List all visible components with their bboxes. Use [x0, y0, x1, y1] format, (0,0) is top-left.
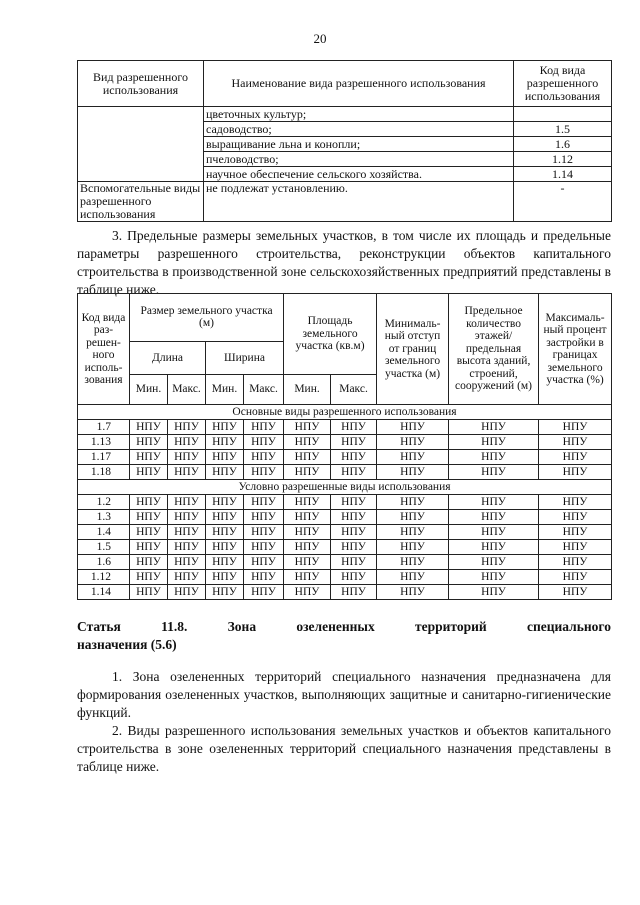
value-cell: НПУ [168, 465, 206, 480]
row-code-cell: 1.3 [78, 510, 130, 525]
value-cell: НПУ [331, 555, 377, 570]
row-code-cell: 1.6 [78, 555, 130, 570]
value-cell: НПУ [377, 435, 449, 450]
value-cell: НПУ [539, 510, 612, 525]
value-cell: НПУ [130, 540, 168, 555]
value-cell: НПУ [449, 570, 539, 585]
table-row [78, 420, 612, 435]
header-area-min: Мин. [284, 375, 331, 405]
value-cell: НПУ [377, 555, 449, 570]
value-cell: НПУ [449, 525, 539, 540]
table-row [78, 435, 612, 450]
value-cell: НПУ [449, 420, 539, 435]
paragraph-1: 1. Зона озелененных территорий специального назначения предназначена для формирования озелененных участков, выполняющих защитные и санитарно-гигиенические функций. [77, 669, 611, 720]
value-cell: НПУ [168, 525, 206, 540]
value-cell: НПУ [331, 585, 377, 600]
value-cell: НПУ [377, 525, 449, 540]
value-cell: НПУ [331, 540, 377, 555]
value-cell: НПУ [539, 540, 612, 555]
value-cell: НПУ [449, 450, 539, 465]
value-cell: НПУ [244, 465, 284, 480]
value-cell: НПУ [284, 570, 331, 585]
value-cell: НПУ [130, 420, 168, 435]
row-code-cell: 1.5 [78, 540, 130, 555]
row-code-cell: 1.17 [78, 450, 130, 465]
row-code-cell: 1.2 [78, 495, 130, 510]
value-cell: НПУ [539, 495, 612, 510]
use-name-cell: пчеловодство; [204, 152, 514, 167]
value-cell: НПУ [130, 465, 168, 480]
value-cell: НПУ [284, 450, 331, 465]
article-word: Статья [77, 619, 121, 634]
value-cell: НПУ [284, 540, 331, 555]
value-cell: НПУ [331, 495, 377, 510]
section-label: Основные виды разрешенного использования [78, 405, 612, 420]
value-cell: НПУ [284, 495, 331, 510]
value-cell: НПУ [168, 555, 206, 570]
row-code-cell: 1.14 [78, 585, 130, 600]
value-cell: НПУ [206, 525, 244, 540]
table-row [78, 495, 612, 510]
row-code-cell: 1.7 [78, 420, 130, 435]
value-cell: НПУ [377, 465, 449, 480]
value-cell: НПУ [331, 570, 377, 585]
row-code-cell: 1.18 [78, 465, 130, 480]
use-type-cell [78, 107, 204, 182]
article-title-line2: назначения (5.6) [77, 637, 177, 652]
header-width-min: Мин. [206, 375, 244, 405]
section-label: Условно разрешенные виды использования [78, 480, 612, 495]
value-cell: НПУ [377, 420, 449, 435]
aux-use-type-cell: Вспомогательные виды разрешенного использования [78, 182, 204, 222]
value-cell: НПУ [168, 570, 206, 585]
value-cell: НПУ [331, 450, 377, 465]
value-cell: НПУ [168, 450, 206, 465]
value-cell: НПУ [206, 570, 244, 585]
value-cell: НПУ [377, 495, 449, 510]
value-cell: НПУ [377, 585, 449, 600]
use-name-cell: цветочных культур; [204, 107, 514, 122]
table-row [78, 107, 612, 122]
value-cell: НПУ [244, 570, 284, 585]
value-cell: НПУ [284, 420, 331, 435]
section-row [78, 405, 612, 420]
value-cell: НПУ [284, 585, 331, 600]
use-name-cell: выращивание льна и конопли; [204, 137, 514, 152]
paragraph-2: 2. Виды разрешенного использования земельных участков и объектов капитального строительства в зоне озелененных территорий специального назначения представлены в таблице ниже. [77, 723, 611, 774]
value-cell: НПУ [244, 420, 284, 435]
use-code-cell [514, 107, 612, 122]
value-cell: НПУ [284, 465, 331, 480]
value-cell: НПУ [168, 495, 206, 510]
table-row [78, 465, 612, 480]
value-cell: НПУ [284, 510, 331, 525]
value-cell: НПУ [449, 495, 539, 510]
use-code-cell: 1.6 [514, 137, 612, 152]
header-length-max: Макс. [168, 375, 206, 405]
value-cell: НПУ [449, 540, 539, 555]
value-cell: НПУ [168, 585, 206, 600]
table-row [78, 540, 612, 555]
article-title-word: озелененных [296, 619, 375, 634]
value-cell: НПУ [539, 420, 612, 435]
value-cell: НПУ [449, 465, 539, 480]
header-use-type: Вид разрешенного использования [78, 61, 204, 107]
value-cell: НПУ [539, 465, 612, 480]
value-cell: НПУ [130, 525, 168, 540]
table-header-row [78, 61, 612, 107]
value-cell: НПУ [331, 510, 377, 525]
value-cell: НПУ [539, 525, 612, 540]
value-cell: НПУ [130, 570, 168, 585]
value-cell: НПУ [244, 510, 284, 525]
value-cell: НПУ [244, 495, 284, 510]
header-length: Длина [130, 341, 206, 375]
value-cell: НПУ [539, 585, 612, 600]
value-cell: НПУ [244, 555, 284, 570]
value-cell: НПУ [331, 525, 377, 540]
value-cell: НПУ [244, 540, 284, 555]
value-cell: НПУ [377, 510, 449, 525]
header-area: Площадь земельного участка (кв.м) [284, 294, 377, 375]
value-cell: НПУ [331, 420, 377, 435]
table-row [78, 510, 612, 525]
value-cell: НПУ [331, 435, 377, 450]
row-code-cell: 1.4 [78, 525, 130, 540]
value-cell: НПУ [377, 450, 449, 465]
value-cell: НПУ [206, 420, 244, 435]
value-cell: НПУ [206, 495, 244, 510]
table-row [78, 450, 612, 465]
value-cell: НПУ [244, 525, 284, 540]
table-row [78, 570, 612, 585]
header-floors: Предельное количество этажей/ предельная высота зданий, строений, сооружений (м) [449, 294, 539, 405]
row-code-cell: 1.12 [78, 570, 130, 585]
article-heading [77, 618, 611, 654]
value-cell: НПУ [130, 585, 168, 600]
section-row [78, 480, 612, 495]
value-cell: НПУ [130, 555, 168, 570]
value-cell: НПУ [168, 435, 206, 450]
value-cell: НПУ [168, 420, 206, 435]
article-title-word: Зона [227, 619, 257, 634]
use-name-cell: научное обеспечение сельского хозяйства. [204, 167, 514, 182]
value-cell: НПУ [244, 585, 284, 600]
use-code-cell: 1.12 [514, 152, 612, 167]
value-cell: НПУ [130, 510, 168, 525]
value-cell: НПУ [449, 585, 539, 600]
header-min-offset: Минималь-ный отступ от границ земельного участка (м) [377, 294, 449, 405]
value-cell: НПУ [130, 450, 168, 465]
value-cell: НПУ [284, 435, 331, 450]
table-row [78, 525, 612, 540]
value-cell: НПУ [539, 450, 612, 465]
article-title-word: специального [526, 619, 611, 634]
value-cell: НПУ [206, 465, 244, 480]
value-cell: НПУ [206, 540, 244, 555]
value-cell: НПУ [539, 570, 612, 585]
value-cell: НПУ [244, 450, 284, 465]
aux-use-name-cell: не подлежат установлению. [204, 182, 514, 222]
header-size: Размер земельного участка (м) [130, 294, 284, 342]
permitted-use-table [77, 60, 612, 222]
header-length-min: Мин. [130, 375, 168, 405]
header-use-code: Код вида разрешенного использования [514, 61, 612, 107]
value-cell: НПУ [168, 510, 206, 525]
value-cell: НПУ [377, 540, 449, 555]
table-row [78, 585, 612, 600]
table-row [78, 555, 612, 570]
value-cell: НПУ [168, 540, 206, 555]
header-code: Код вида раз-решен-ного исполь-зования [78, 294, 130, 405]
value-cell: НПУ [206, 585, 244, 600]
use-code-cell: 1.5 [514, 122, 612, 137]
header-use-name: Наименование вида разрешенного использования [204, 61, 514, 107]
page-number: 20 [313, 31, 327, 46]
table-row [78, 182, 612, 222]
header-width-max: Макс. [244, 375, 284, 405]
value-cell: НПУ [284, 525, 331, 540]
value-cell: НПУ [206, 435, 244, 450]
use-code-cell: 1.14 [514, 167, 612, 182]
article-number: 11.8. [161, 619, 188, 634]
header-max-percent: Максималь-ный процент застройки в границах земельного участка (%) [539, 294, 612, 405]
value-cell: НПУ [449, 555, 539, 570]
aux-use-code-cell: - [514, 182, 612, 222]
header-width: Ширина [206, 341, 284, 375]
value-cell: НПУ [539, 435, 612, 450]
value-cell: НПУ [206, 450, 244, 465]
article-title-word: территорий [415, 619, 487, 634]
value-cell: НПУ [244, 435, 284, 450]
value-cell: НПУ [449, 510, 539, 525]
value-cell: НПУ [539, 555, 612, 570]
value-cell: НПУ [206, 510, 244, 525]
use-name-cell: садоводство; [204, 122, 514, 137]
value-cell: НПУ [130, 495, 168, 510]
header-area-max: Макс. [331, 375, 377, 405]
value-cell: НПУ [206, 555, 244, 570]
value-cell: НПУ [284, 555, 331, 570]
land-plot-limits-table [77, 293, 612, 600]
value-cell: НПУ [377, 570, 449, 585]
paragraph-3: 3. Предельные размеры земельных участков, в том числе их площадь и предельные параметры разрешенного строительства, реконструкции объектов капитального строительства в производственной зоне сельскохозяйственных предприятий представлены в таблице ниже. [77, 228, 611, 297]
table-header-row [78, 294, 612, 342]
value-cell: НПУ [331, 465, 377, 480]
row-code-cell: 1.13 [78, 435, 130, 450]
value-cell: НПУ [130, 435, 168, 450]
value-cell: НПУ [449, 435, 539, 450]
